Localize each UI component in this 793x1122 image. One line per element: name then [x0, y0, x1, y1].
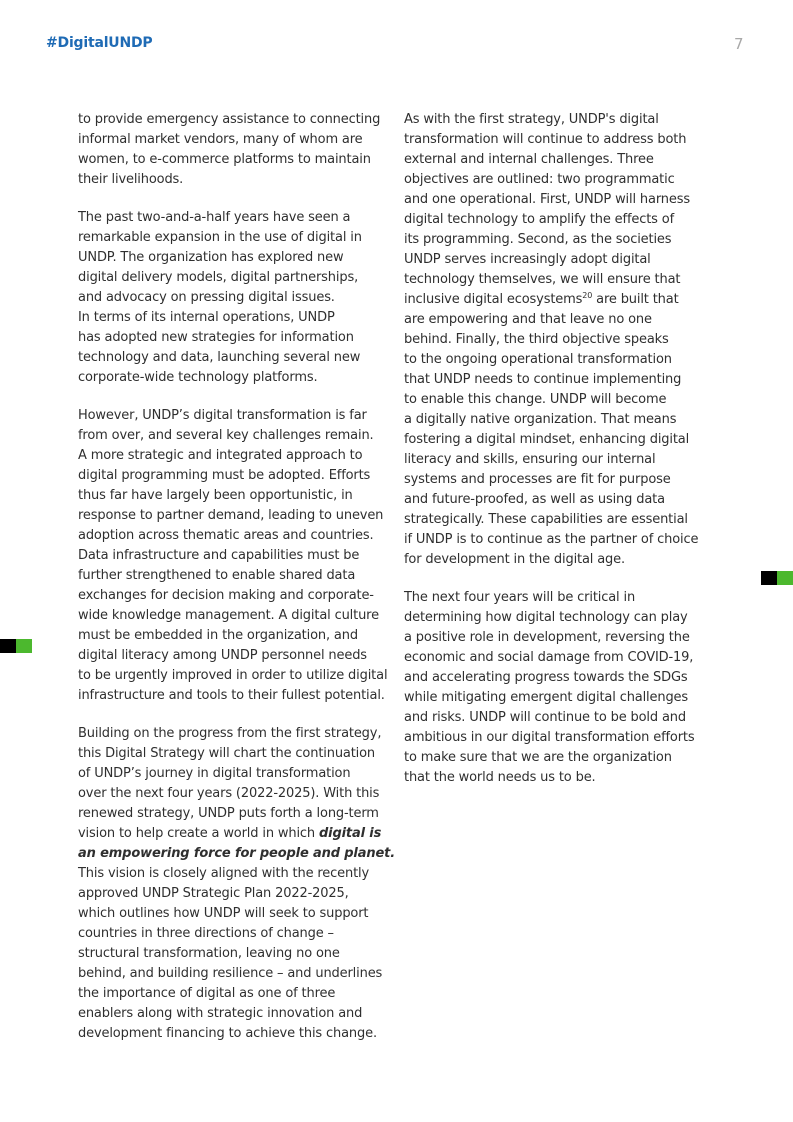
text-line — [404, 290, 724, 310]
text-line: while mitigating emergent digital challenges — [404, 690, 689, 705]
text-line: are empowering and that leave no one — [404, 312, 652, 327]
text-line: to enable this change. UNDP will become — [404, 392, 667, 407]
emphasis-text: an empowering force for people and planet. — [78, 846, 395, 861]
right-marker-green — [777, 571, 793, 585]
header-hashtag: #DigitalUNDP — [46, 35, 153, 51]
text-line — [78, 824, 398, 844]
text-segment: inclusive digital ecosystems — [404, 292, 583, 307]
text-line: adoption across thematic areas and countries. — [78, 528, 374, 543]
text-line: to provide emergency assistance to connecting — [78, 112, 381, 127]
text-line: corporate-wide technology platforms. — [78, 370, 318, 385]
text-line: and accelerating progress towards the SDGs — [404, 670, 688, 685]
emphasis-text: digital is — [319, 826, 382, 841]
text-line: this Digital Strategy will chart the continuation — [78, 746, 376, 761]
text-line: that UNDP needs to continue implementing — [404, 372, 682, 387]
text-line: women, to e-commerce platforms to maintain — [78, 152, 371, 167]
text-line: if UNDP is to continue as the partner of choice — [404, 532, 699, 547]
text-line — [78, 844, 398, 864]
text-segment: are built that — [592, 292, 679, 307]
text-line: behind, and building resilience – and underlines — [78, 966, 383, 981]
text-line: behind. Finally, the third objective speaks — [404, 332, 669, 347]
text-line: strategically. These capabilities are essential — [404, 512, 688, 527]
text-line: structural transformation, leaving no one — [78, 946, 340, 961]
text-line: digital literacy among UNDP personnel needs — [78, 648, 367, 663]
text-line: remarkable expansion in the use of digital in — [78, 230, 362, 245]
text-line: literacy and skills, ensuring our internal — [404, 452, 656, 467]
text-line: transformation will continue to address both — [404, 132, 687, 147]
text-line: its programming. Second, as the societies — [404, 232, 672, 247]
footnote-ref: 20 — [582, 291, 593, 300]
text-line: of UNDP’s journey in digital transformation — [78, 766, 351, 781]
text-line: response to partner demand, leading to uneven — [78, 508, 384, 523]
text-line: over the next four years (2022-2025). With this — [78, 786, 380, 801]
text-line: UNDP. The organization has explored new — [78, 250, 344, 265]
text-line: renewed strategy, UNDP puts forth a long-term — [78, 806, 379, 821]
text-line: approved UNDP Strategic Plan 2022-2025, — [78, 886, 349, 901]
text-line: and risks. UNDP will continue to be bold and — [404, 710, 686, 725]
text-line: enablers along with strategic innovation and — [78, 1006, 363, 1021]
text-line: that the world needs us to be. — [404, 770, 596, 785]
text-line: to be urgently improved in order to utilize digital — [78, 668, 388, 683]
text-line: has adopted new strategies for information — [78, 330, 354, 345]
text-line: must be embedded in the organization, and — [78, 628, 358, 643]
text-line: thus far have largely been opportunistic, in — [78, 488, 353, 503]
text-line: ambitious in our digital transformation efforts — [404, 730, 695, 745]
paragraph-4 — [78, 724, 398, 1044]
text-line: objectives are outlined: two programmatic — [404, 172, 675, 187]
text-line: for development in the digital age. — [404, 552, 625, 567]
text-line: wide knowledge management. A digital culture — [78, 608, 379, 623]
text-line: their livelihoods. — [78, 172, 184, 187]
text-line: from over, and several key challenges remain. — [78, 428, 374, 443]
text-line: A more strategic and integrated approach to — [78, 448, 363, 463]
text-line: informal market vendors, many of whom are — [78, 132, 363, 147]
paragraph-1 — [404, 110, 724, 570]
text-line: infrastructure and tools to their fullest potential. — [78, 688, 385, 703]
text-line: economic and social damage from COVID-19, — [404, 650, 694, 665]
paragraph-2 — [78, 208, 398, 388]
text-line: digital delivery models, digital partnerships, — [78, 270, 359, 285]
text-line: the importance of digital as one of three — [78, 986, 336, 1001]
right-marker-black — [761, 571, 777, 585]
text-line: a positive role in development, reversing the — [404, 630, 690, 645]
text-line: The next four years will be critical in — [404, 590, 636, 605]
paragraph-1 — [78, 110, 398, 190]
text-line: to the ongoing operational transformation — [404, 352, 672, 367]
text-line: digital programming must be adopted. Efforts — [78, 468, 371, 483]
text-line: a digitally native organization. That means — [404, 412, 677, 427]
paragraph-3 — [78, 406, 398, 706]
text-line: The past two-and-a-half years have seen a — [78, 210, 351, 225]
text-line: development financing to achieve this change. — [78, 1026, 377, 1041]
text-line: further strengthened to enable shared data — [78, 568, 356, 583]
text-line: UNDP serves increasingly adopt digital — [404, 252, 651, 267]
text-line: and future-proofed, as well as using data — [404, 492, 665, 507]
text-line: digital technology to amplify the effects of — [404, 212, 675, 227]
text-line: determining how digital technology can play — [404, 610, 688, 625]
text-line: As with the first strategy, UNDP's digital — [404, 112, 659, 127]
text-line: Data infrastructure and capabilities must be — [78, 548, 360, 563]
text-line: In terms of its internal operations, UNDP — [78, 310, 335, 325]
page-number: 7 — [734, 35, 744, 53]
text-line: countries in three directions of change – — [78, 926, 334, 941]
text-line: technology and data, launching several new — [78, 350, 361, 365]
text-line: technology themselves, we will ensure that — [404, 272, 681, 287]
paragraph-2 — [404, 588, 724, 788]
text-line: Building on the progress from the first strategy, — [78, 726, 382, 741]
text-line: systems and processes are fit for purpose — [404, 472, 671, 487]
text-segment: vision to help create a world in which — [78, 826, 319, 841]
right-column — [404, 110, 724, 788]
text-line: However, UNDP’s digital transformation is far — [78, 408, 367, 423]
text-line: and advocacy on pressing digital issues. — [78, 290, 335, 305]
text-line: exchanges for decision making and corporate- — [78, 588, 374, 603]
text-line: which outlines how UNDP will seek to support — [78, 906, 369, 921]
text-line: and one operational. First, UNDP will harness — [404, 192, 690, 207]
text-line: to make sure that we are the organization — [404, 750, 672, 765]
text-line: fostering a digital mindset, enhancing digital — [404, 432, 690, 447]
text-line: external and internal challenges. Three — [404, 152, 654, 167]
left-column — [78, 110, 398, 1044]
left-marker-green — [16, 639, 32, 653]
text-line: This vision is closely aligned with the recently — [78, 866, 370, 881]
left-marker-black — [0, 639, 16, 653]
